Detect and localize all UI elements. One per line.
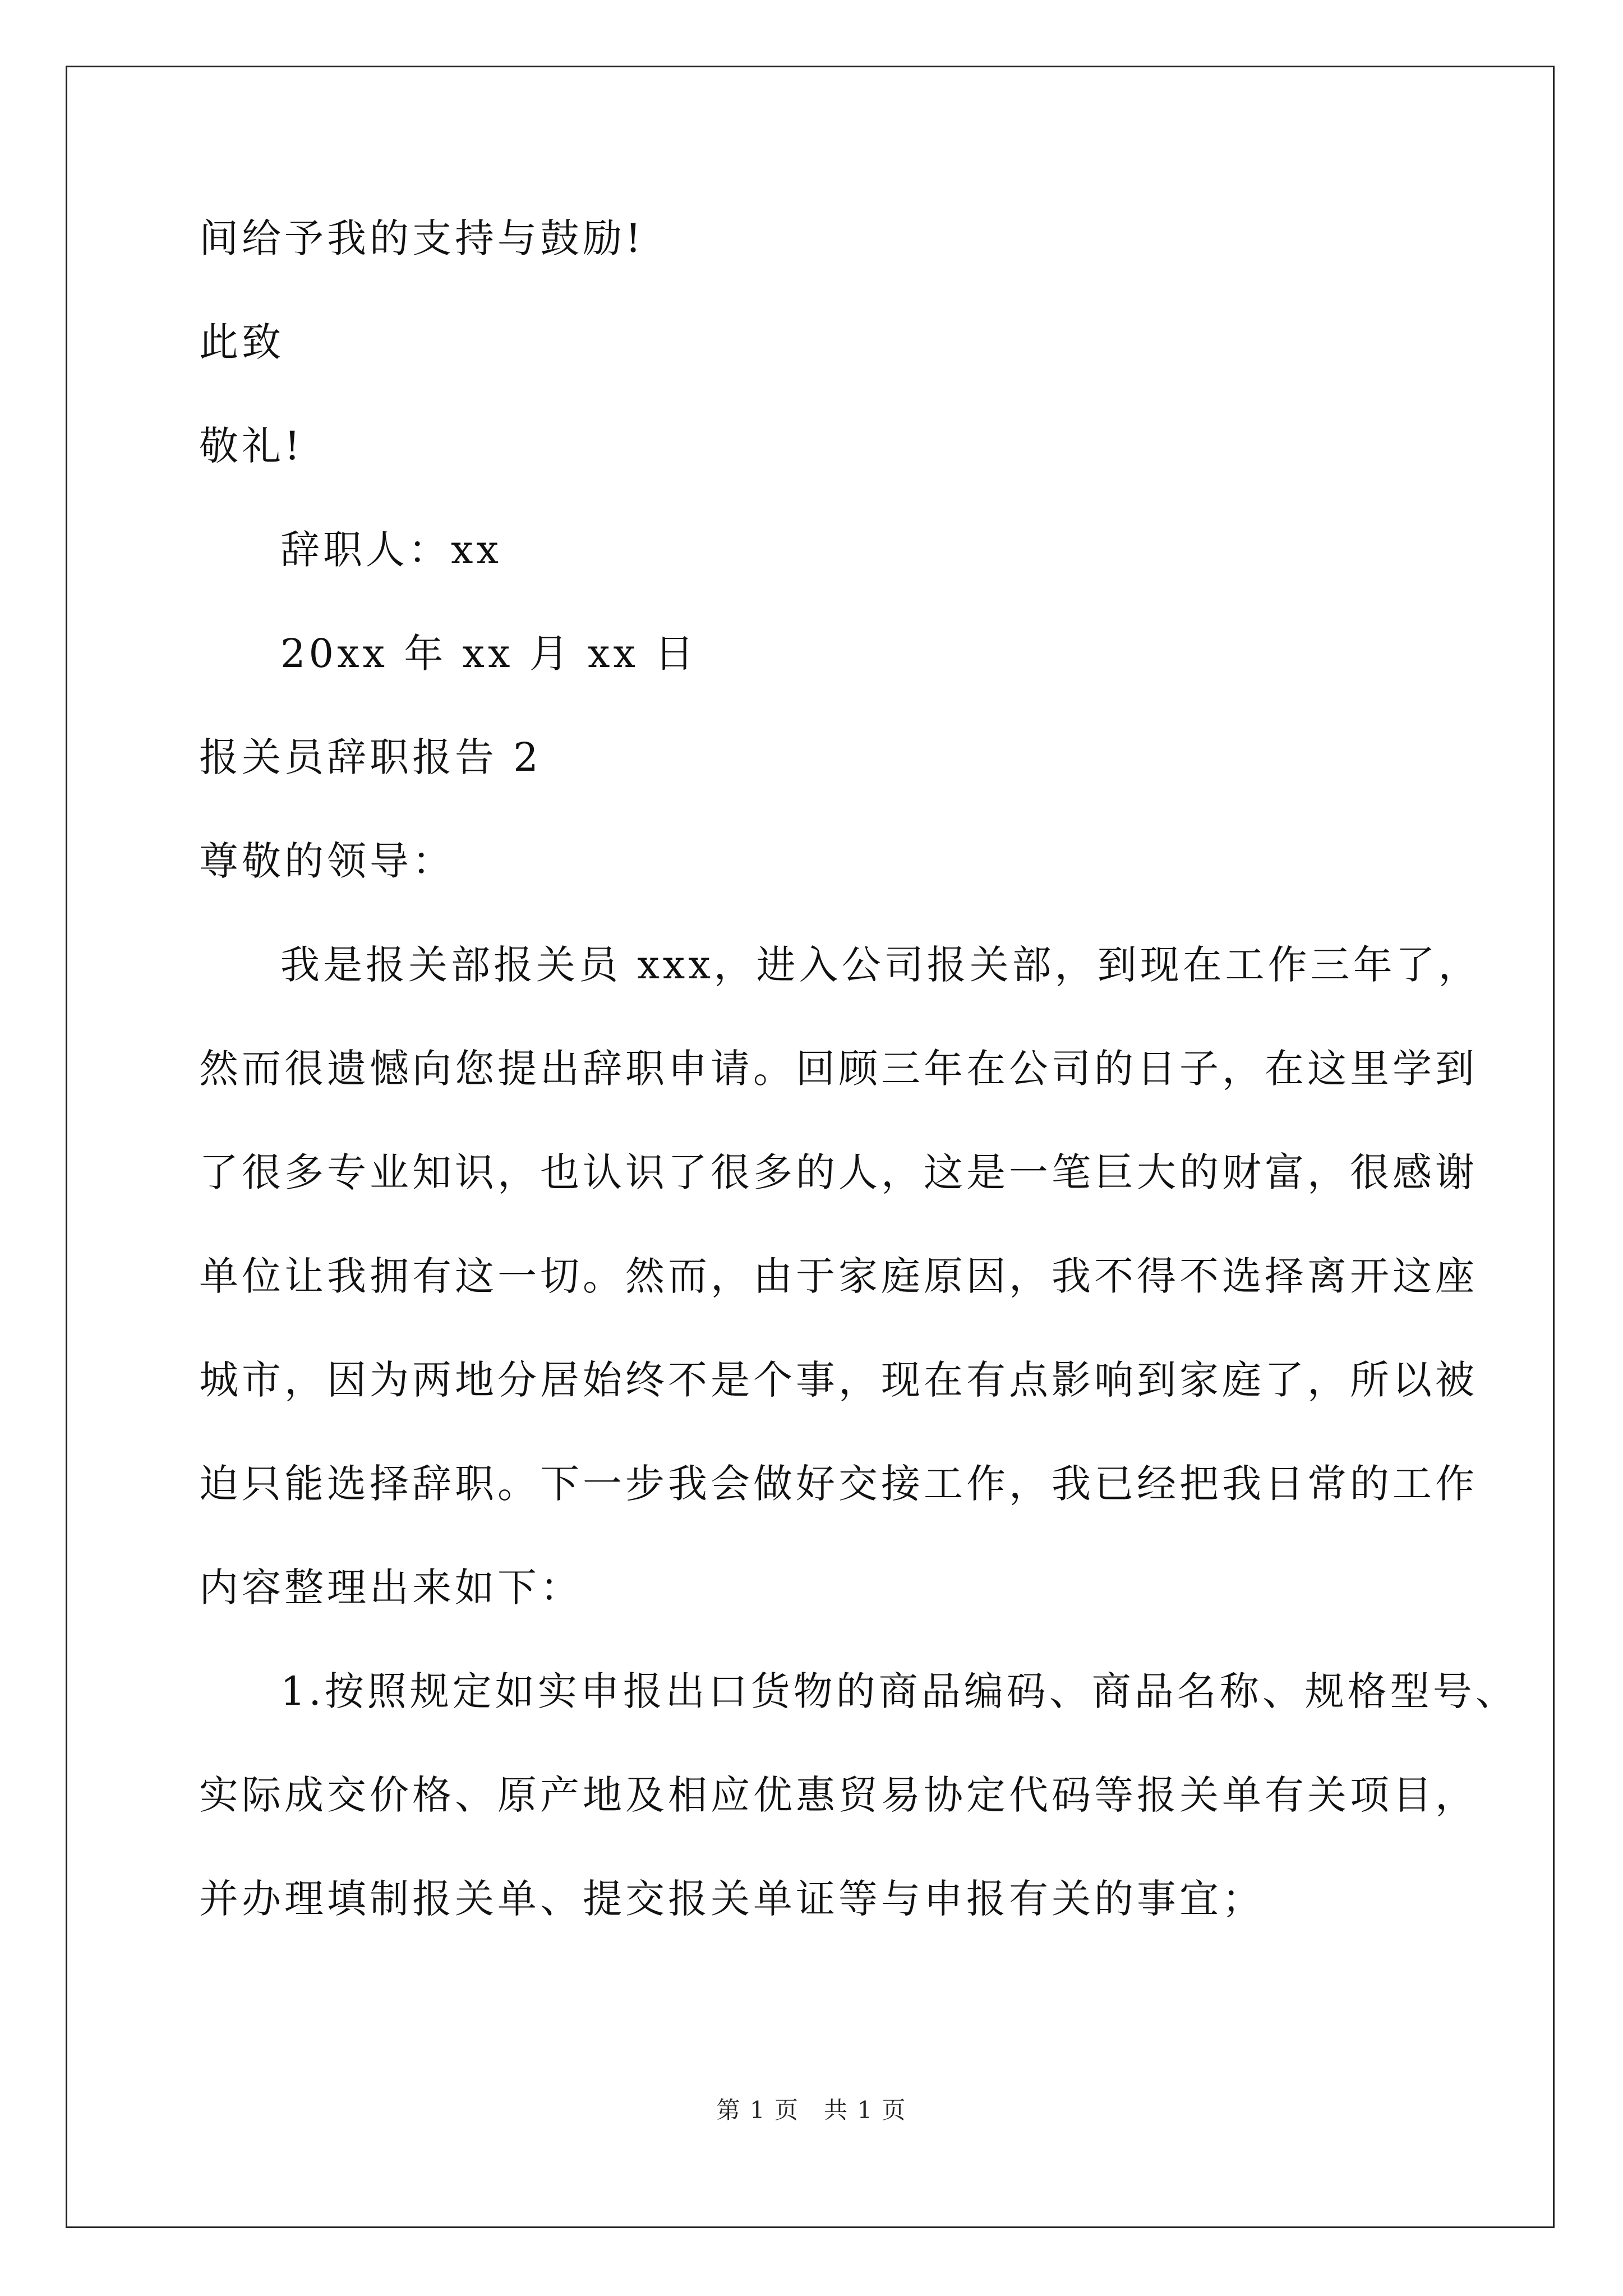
greeting: 尊敬的领导： [199,838,455,884]
paragraph-line: 了很多专业知识，也认识了很多的人，这是一笔巨大的财富，很感谢 [199,1149,1478,1195]
text-line-salutation: 敬礼! [199,423,304,469]
list-item-line: 1.按照规定如实申报出口货物的商品编码、商品名称、规格型号、 [280,1668,1518,1714]
section-title: 报关员辞职报告 2 [199,734,542,780]
paragraph-line: 迫只能选择辞职。下一步我会做好交接工作，我已经把我日常的工作 [199,1461,1478,1507]
letter-date: 20xx 年 xx 月 xx 日 [280,631,698,677]
paragraph-line: 内容整理出来如下： [199,1565,583,1611]
page-footer: 第 1 页 共 1 页 [716,2096,907,2124]
text-line: 间给予我的支持与鼓励! [199,215,645,261]
list-item-line: 并办理填制报关单、提交报关单证等与申报有关的事宜； [199,1876,1265,1922]
list-item-line: 实际成交价格、原产地及相应优惠贸易协定代码等报关单有关项目， [199,1772,1478,1818]
paragraph-line: 然而很遗憾向您提出辞职申请。回顾三年在公司的日子，在这里学到 [199,1046,1478,1092]
resigner-name: 辞职人：xx [280,527,502,573]
text-line-closing: 此致 [199,319,284,365]
paragraph-line: 我是报关部报关员 xxx，进入公司报关部，到现在工作三年了， [280,942,1481,988]
paragraph-line: 单位让我拥有这一切。然而，由于家庭原因，我不得不选择离开这座 [199,1253,1478,1299]
paragraph-line: 城市，因为两地分居始终不是个事，现在有点影响到家庭了，所以被 [199,1357,1478,1403]
